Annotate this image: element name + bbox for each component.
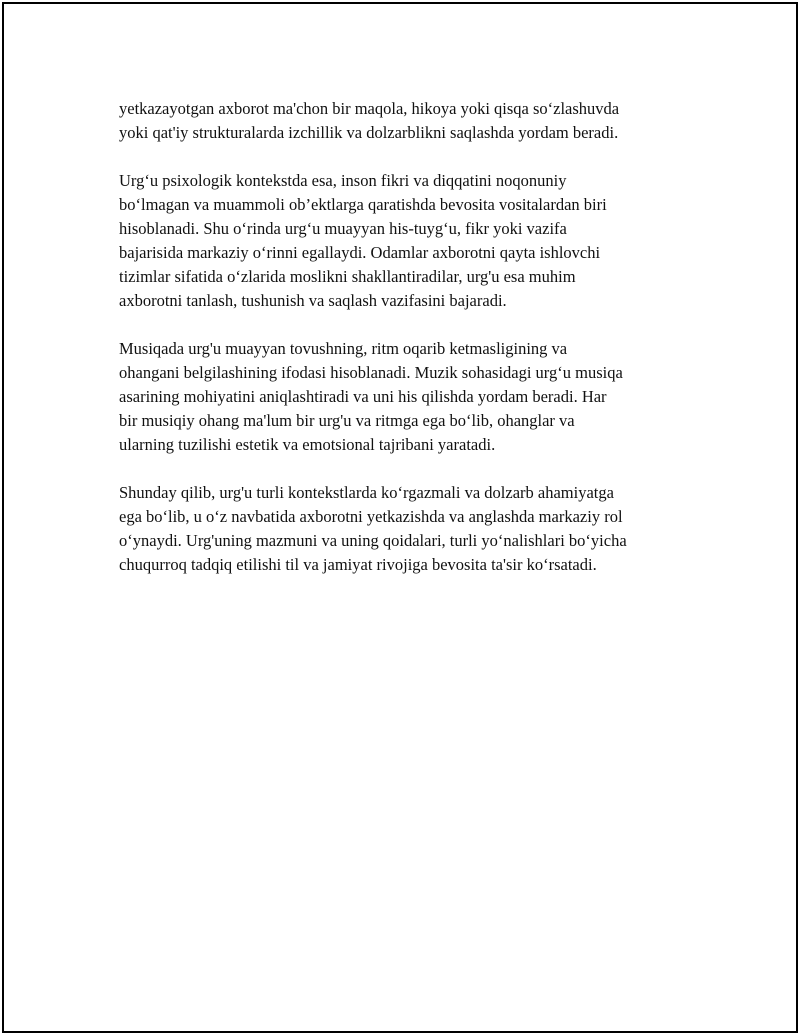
paragraph-2 [119,169,689,313]
text-line: asarining mohiyatini aniqlashtiradi va uni his qilishda yordam beradi. Har [119,387,607,406]
text-line: Urg‘u psixologik kontekstda esa, inson fikri va diqqatini noqonuniy [119,171,567,190]
text-line: Musiqada urg'u muayyan tovushning, ritm oqarib ketmasligining va [119,339,568,358]
paragraph-4 [119,481,689,577]
text-line: bajarisida markaziy o‘rinni egallaydi. Odamlar axborotni qayta ishlovchi [119,243,601,262]
text-line: axborotni tanlash, tushunish va saqlash vazifasini bajaradi. [119,291,507,310]
text-line: ega bo‘lib, u o‘z navbatida axborotni yetkazishda va anglashda markaziy rol [119,507,623,526]
document-page [2,2,798,1033]
text-line: o‘ynaydi. Urg'uning mazmuni va uning qoidalari, turli yo‘nalishlari bo‘yicha [119,531,627,550]
paragraph-3 [119,337,689,457]
text-line: tizimlar sifatida o‘zlarida moslikni shakllantiradilar, urg'u esa muhim [119,267,576,286]
text-line: yoki qat'iy strukturalarda izchillik va dolzarblikni saqlashda yordam beradi. [119,123,619,142]
text-line: chuqurroq tadqiq etilishi til va jamiyat rivojiga bevosita ta'sir ko‘rsatadi. [119,555,597,574]
text-line: ularning tuzilishi estetik va emotsional tajribani yaratadi. [119,435,496,454]
document-body [119,97,689,601]
text-line: bir musiqiy ohang ma'lum bir urg'u va ritmga ega bo‘lib, ohanglar va [119,411,575,430]
text-line: bo‘lmagan va muammoli ob’ektlarga qaratishda bevosita vositalardan biri [119,195,607,214]
text-line: Shunday qilib, urg'u turli kontekstlarda ko‘rgazmali va dolzarb ahamiyatga [119,483,614,502]
paragraph-1 [119,97,689,145]
text-line: yetkazayotgan axborot ma'chon bir maqola, hikoya yoki qisqa so‘zlashuvda [119,99,620,118]
text-line: ohangani belgilashining ifodasi hisoblanadi. Muzik sohasidagi urg‘u musiqa [119,363,623,382]
text-line: hisoblanadi. Shu o‘rinda urg‘u muayyan his-tuyg‘u, fikr yoki vazifa [119,219,567,238]
